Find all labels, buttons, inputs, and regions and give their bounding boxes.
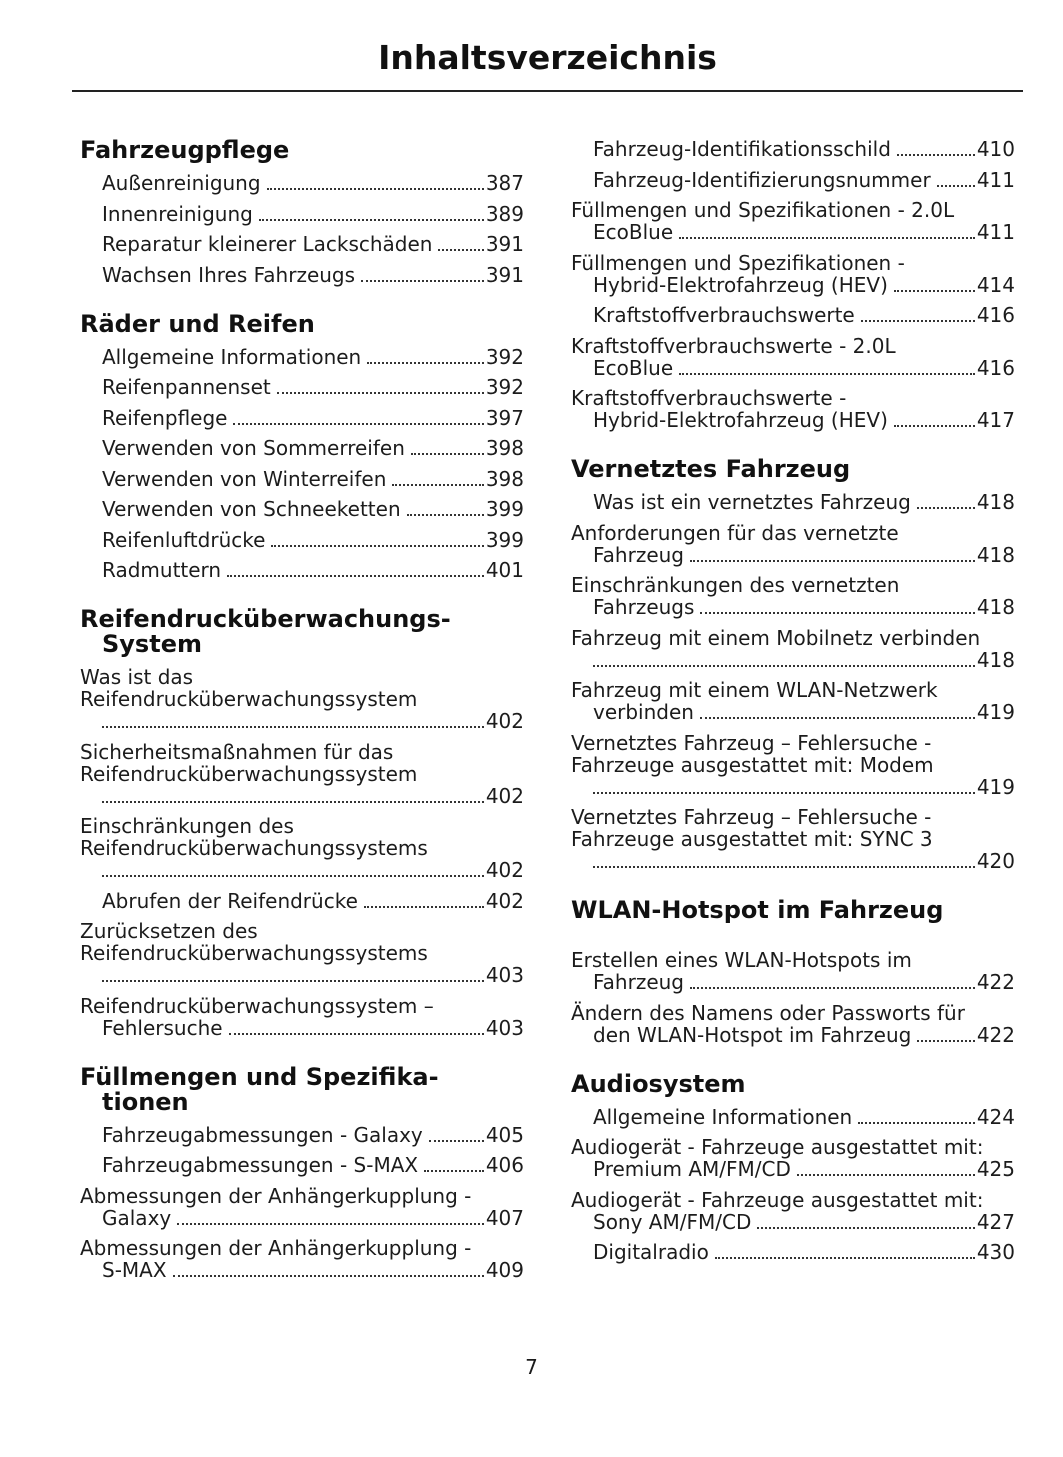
- toc-entry[interactable]: [571, 387, 1015, 432]
- section-title: Fahrzeugpflege: [80, 136, 290, 164]
- toc-entry[interactable]: [571, 679, 1015, 724]
- entry-label: Fahrzeug mit einem Mobilnetz verbinden: [571, 625, 981, 650]
- dot-leader: [679, 373, 975, 375]
- toc-entry[interactable]: [80, 233, 524, 256]
- entry-label: den WLAN-Hotspot im Fahrzeug: [593, 1022, 912, 1047]
- toc-entry[interactable]: [571, 806, 1015, 873]
- toc-entry[interactable]: [80, 995, 524, 1040]
- toc-entry[interactable]: [571, 1136, 1015, 1181]
- toc-entry[interactable]: [80, 559, 524, 582]
- entry-label: Audiogerät - Fahrzeuge ausgestattet mit:: [571, 1135, 984, 1159]
- toc-entry[interactable]: [80, 741, 524, 808]
- entry-label: Erstellen eines WLAN-Hotspots im: [571, 948, 912, 972]
- dot-leader: [757, 1227, 974, 1229]
- toc-entry[interactable]: [80, 264, 524, 287]
- dot-leader: [917, 507, 975, 509]
- dot-leader: [679, 237, 975, 239]
- toc-section: [80, 138, 524, 287]
- toc-entry[interactable]: [571, 491, 1015, 514]
- toc-entry[interactable]: [571, 732, 1015, 799]
- entry-page-number: 418: [976, 595, 1015, 619]
- toc-entry[interactable]: [80, 437, 524, 460]
- dot-leader: [917, 1040, 974, 1042]
- dot-leader: [102, 801, 484, 803]
- entry-label: Premium AM/FM/CD: [593, 1157, 791, 1181]
- toc-entry[interactable]: [571, 138, 1015, 161]
- entry-page-number: 398: [485, 436, 524, 460]
- dot-leader: [593, 665, 975, 667]
- toc-section: [571, 1069, 1015, 1265]
- entry-label: Hybrid-Elektrofahrzeug (HEV): [593, 408, 888, 432]
- entry-page-number: 405: [485, 1122, 524, 1147]
- toc-entry[interactable]: [80, 1154, 524, 1177]
- entry-page-number: 387: [485, 171, 524, 195]
- toc-entry[interactable]: [80, 920, 524, 987]
- entry-label: Audiogerät - Fahrzeuge ausgestattet mit:: [571, 1187, 984, 1212]
- section-title: Füllmengen und Spezifika-tionen: [80, 1062, 439, 1116]
- entry-label: Kraftstoffverbrauchswerte - 2.0L: [571, 333, 896, 358]
- dot-leader: [407, 514, 484, 516]
- entry-label: Radmuttern: [102, 558, 222, 582]
- entry-label: Was ist ein vernetztes Fahrzeug: [593, 490, 911, 514]
- toc-section: [571, 457, 1015, 873]
- entry-page-number: 427: [976, 1209, 1015, 1234]
- entry-page-number: 399: [485, 527, 524, 552]
- dot-leader: [233, 423, 483, 425]
- toc-entry[interactable]: [571, 304, 1015, 327]
- entry-page-number: 406: [485, 1153, 524, 1177]
- dot-leader: [411, 453, 484, 455]
- dot-leader: [102, 980, 484, 982]
- entry-label: S-MAX: [102, 1258, 167, 1282]
- entry-page-number: 403: [485, 1015, 524, 1040]
- entry-page-number: 392: [485, 375, 524, 399]
- entry-label: Fahrzeugabmessungen - Galaxy: [102, 1122, 423, 1147]
- entry-label: Wachsen Ihres Fahrzeugs: [102, 262, 356, 287]
- entry-label: Sicherheitsmaßnahmen für das: [80, 739, 394, 764]
- dot-leader: [894, 425, 975, 427]
- toc-entry[interactable]: [571, 1002, 1015, 1047]
- toc-entry[interactable]: [571, 1241, 1015, 1264]
- entry-label: EcoBlue: [593, 220, 674, 244]
- entry-page-number: 418: [976, 542, 1015, 567]
- dot-leader: [227, 575, 484, 577]
- page-header: [72, 36, 1023, 92]
- entry-page-number: 418: [976, 490, 1015, 514]
- entry-label: Kraftstoffverbrauchswerte: [593, 303, 855, 327]
- toc-entry[interactable]: [80, 1185, 524, 1230]
- entry-page-number: 402: [485, 858, 524, 882]
- entry-page-number: 420: [976, 849, 1015, 873]
- entry-label: Reifendrucküberwachungssystem: [80, 761, 418, 786]
- entry-page-number: 391: [485, 262, 524, 287]
- entry-label: Füllmengen und Spezifikationen - 2.0L: [571, 198, 955, 222]
- toc-entry[interactable]: [571, 169, 1015, 192]
- entry-label: Verwenden von Sommerreifen: [102, 436, 405, 460]
- section-title: Vernetztes Fahrzeug: [571, 455, 851, 483]
- dot-leader: [173, 1275, 484, 1277]
- toc-entry[interactable]: [80, 172, 524, 195]
- dot-leader: [894, 290, 975, 292]
- dot-leader: [715, 1257, 975, 1259]
- entry-page-number: 430: [976, 1240, 1015, 1264]
- toc-entry[interactable]: [571, 335, 1015, 380]
- dot-leader: [593, 792, 975, 794]
- entry-label: Sony AM/FM/CD: [593, 1209, 752, 1234]
- section-title: WLAN-Hotspot im Fahrzeug: [571, 896, 944, 924]
- page-title: Inhaltsverzeichnis: [378, 38, 717, 77]
- entry-page-number: 411: [976, 220, 1015, 244]
- entry-label: Ändern des Namens oder Passworts für: [571, 1000, 965, 1025]
- entry-page-number: 407: [485, 1205, 524, 1230]
- entry-label: Reifenpflege: [102, 405, 228, 430]
- section-title: Räder und Reifen: [80, 309, 315, 338]
- toc-entry[interactable]: [571, 199, 1015, 244]
- toc-entry[interactable]: [80, 890, 524, 913]
- dot-leader: [102, 726, 484, 728]
- entry-label: Fahrzeuge ausgestattet mit: SYNC 3: [571, 827, 933, 851]
- entry-label: Reifenluftdrücke: [102, 527, 266, 552]
- toc-entry[interactable]: [571, 252, 1015, 297]
- section-title: Reifendrucküberwachungs-System: [80, 605, 451, 658]
- entry-label: Verwenden von Winterreifen: [102, 466, 387, 491]
- dot-leader: [102, 875, 484, 877]
- entry-page-number: 419: [976, 774, 1015, 799]
- entry-page-number: 422: [976, 970, 1015, 994]
- entry-page-number: 414: [976, 272, 1015, 297]
- entry-page-number: 425: [976, 1157, 1015, 1181]
- dot-leader: [367, 362, 484, 364]
- entry-page-number: 422: [976, 1022, 1015, 1047]
- dot-leader: [424, 1170, 484, 1172]
- toc-entry[interactable]: [80, 346, 524, 369]
- toc-entry[interactable]: [80, 815, 524, 882]
- toc-entry[interactable]: [80, 498, 524, 521]
- dot-leader: [277, 392, 484, 394]
- entry-label: Allgemeine Informationen: [102, 344, 362, 369]
- dot-leader: [690, 987, 975, 989]
- dot-leader: [861, 320, 975, 322]
- dot-leader: [858, 1122, 975, 1124]
- entry-label: Verwenden von Schneeketten: [102, 497, 401, 521]
- toc-entry[interactable]: [571, 627, 1015, 672]
- toc-section: [80, 1062, 524, 1283]
- dot-leader: [271, 545, 483, 547]
- entry-label: Abmessungen der Anhängerkupplung -: [80, 1183, 472, 1208]
- entry-label: Fahrzeug: [593, 542, 684, 567]
- section-title: Audiosystem: [571, 1069, 746, 1098]
- entry-label: EcoBlue: [593, 355, 674, 380]
- entry-label: Fahrzeugabmessungen - S-MAX: [102, 1153, 419, 1177]
- entry-label: Einschränkungen des vernetzten: [571, 573, 900, 597]
- entry-label: Galaxy: [102, 1205, 172, 1230]
- entry-label: Allgemeine Informationen: [593, 1104, 853, 1129]
- entry-label: Fahrzeug mit einem WLAN-Netzwerk: [571, 678, 938, 702]
- toc-entry[interactable]: [571, 522, 1015, 567]
- dot-leader: [229, 1033, 484, 1035]
- entry-page-number: 397: [485, 405, 524, 430]
- dot-leader: [937, 185, 975, 187]
- entry-page-number: 402: [485, 888, 524, 913]
- entry-label: Vernetztes Fahrzeug – Fehlersuche -: [571, 730, 932, 755]
- entry-label: Anforderungen für das vernetzte: [571, 520, 899, 545]
- toc-entry[interactable]: [80, 376, 524, 399]
- entry-page-number: 416: [976, 303, 1015, 327]
- entry-label: Fahrzeug: [593, 970, 684, 994]
- toc-entry[interactable]: [571, 1106, 1015, 1129]
- entry-page-number: 403: [485, 963, 524, 987]
- entry-label: Abrufen der Reifendrücke: [102, 888, 358, 913]
- entry-label: Digitalradio: [593, 1240, 709, 1264]
- toc-entry[interactable]: [80, 529, 524, 552]
- entry-label: Außenreinigung: [102, 171, 261, 195]
- dot-leader: [364, 906, 484, 908]
- entry-page-number: 391: [485, 232, 524, 256]
- dot-leader: [361, 280, 484, 282]
- entry-page-number: 398: [485, 466, 524, 491]
- entry-page-number: 402: [485, 783, 524, 808]
- entry-page-number: 401: [485, 558, 524, 582]
- entry-page-number: 417: [976, 408, 1015, 432]
- entry-label: Innenreinigung: [102, 201, 253, 226]
- toc-entry[interactable]: [80, 1237, 524, 1282]
- dot-leader: [700, 612, 974, 614]
- entry-page-number: 419: [976, 700, 1015, 724]
- entry-page-number: 389: [485, 201, 524, 226]
- dot-leader: [593, 866, 975, 868]
- entry-label: Reifendrucküberwachungssystems: [80, 941, 428, 965]
- entry-page-number: 411: [976, 167, 1015, 192]
- toc-column-left: [80, 138, 524, 1307]
- entry-label: Fahrzeugs: [593, 595, 695, 619]
- entry-label: Reifendrucküberwachungssystem –: [80, 993, 434, 1018]
- entry-label: Reifenpannenset: [102, 375, 271, 399]
- entry-page-number: 418: [976, 647, 1015, 672]
- entry-label: Einschränkungen des: [80, 814, 294, 838]
- entry-page-number: 409: [485, 1258, 524, 1282]
- toc-entry[interactable]: [571, 574, 1015, 619]
- entry-page-number: 424: [976, 1104, 1015, 1129]
- entry-label: Fahrzeug-Identifikationsschild: [593, 137, 891, 161]
- toc-entry[interactable]: [80, 407, 524, 430]
- dot-leader: [177, 1223, 484, 1225]
- dot-leader: [438, 249, 483, 251]
- entry-label: Was ist das: [80, 665, 194, 689]
- entry-label: Kraftstoffverbrauchswerte -: [571, 386, 847, 410]
- toc-section: [571, 138, 1015, 432]
- entry-label: verbinden: [593, 700, 694, 724]
- entry-label: Fahrzeug-Identifizierungsnummer: [593, 167, 931, 192]
- entry-label: Fahrzeuge ausgestattet mit: Modem: [571, 752, 934, 777]
- toc-entry[interactable]: [80, 203, 524, 226]
- entry-label: Reifendrucküberwachungssystem: [80, 687, 418, 711]
- dot-leader: [429, 1140, 484, 1142]
- entry-label: Hybrid-Elektrofahrzeug (HEV): [593, 272, 888, 297]
- toc-section: [571, 898, 1015, 1047]
- entry-label: Abmessungen der Anhängerkupplung -: [80, 1236, 472, 1260]
- entry-label: Reparatur kleinerer Lackschäden: [102, 232, 433, 256]
- entry-page-number: 392: [485, 344, 524, 369]
- entry-page-number: 402: [485, 709, 524, 733]
- entry-label: Zurücksetzen des: [80, 919, 258, 943]
- entry-page-number: 410: [976, 137, 1015, 161]
- entry-label: Fehlersuche: [102, 1015, 223, 1040]
- dot-leader: [392, 484, 483, 486]
- toc-entry[interactable]: [80, 1124, 524, 1147]
- entry-label: Reifendrucküberwachungssystems: [80, 836, 428, 860]
- toc-entry[interactable]: [80, 666, 524, 733]
- dot-leader: [259, 219, 484, 221]
- entry-page-number: 399: [485, 497, 524, 521]
- toc-entry[interactable]: [80, 468, 524, 491]
- page-number: 7: [525, 1355, 538, 1379]
- dot-leader: [897, 154, 975, 156]
- dot-leader: [267, 188, 484, 190]
- entry-label: Füllmengen und Spezifikationen -: [571, 250, 905, 275]
- entry-label: Vernetztes Fahrzeug – Fehlersuche -: [571, 805, 932, 829]
- dot-leader: [797, 1174, 975, 1176]
- dot-leader: [690, 560, 975, 562]
- entry-page-number: 416: [976, 355, 1015, 380]
- toc-section: [80, 309, 524, 583]
- toc-entry[interactable]: [571, 949, 1015, 994]
- dot-leader: [700, 717, 975, 719]
- toc-entry[interactable]: [571, 1189, 1015, 1234]
- toc-section: [80, 607, 524, 1040]
- toc-column-right: [571, 138, 1015, 1289]
